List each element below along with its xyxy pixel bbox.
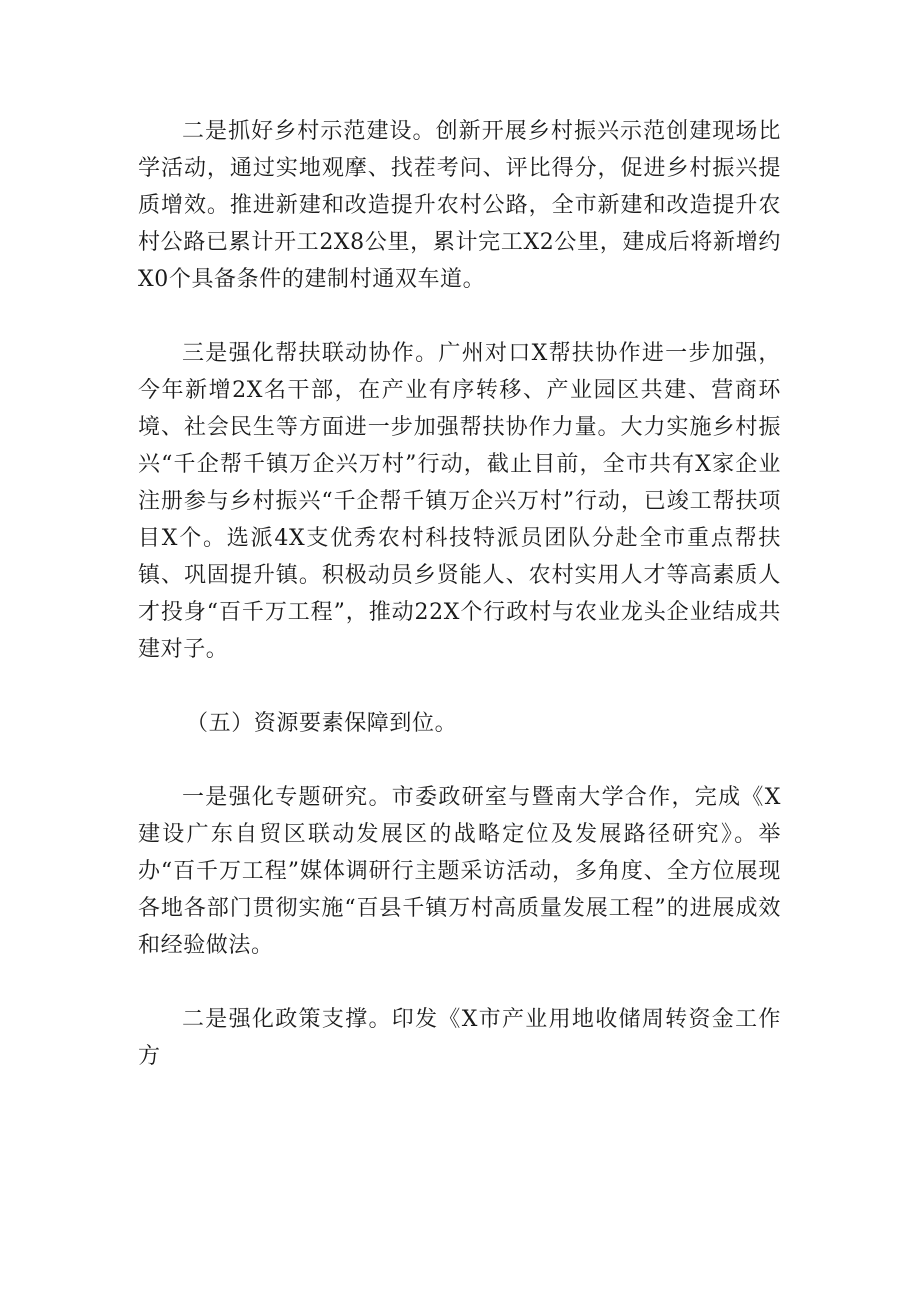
- paragraph-policy-support: 二是强化政策支撑。印发《X市产业用地收储周转资金工作方: [138, 1007, 781, 1069]
- document-body: [138, 113, 781, 1112]
- section-heading-text: （五）资源要素保障到位。: [186, 711, 458, 736]
- paragraph-assistance-cooperation: 三是强化帮扶联动协作。广州对口X帮扶协作进一步加强，今年新增2X名干部，在产业有序转移、产业园区共建、营商环境、社会民生等方面进一步加强帮扶协作力量。大力实施乡村振兴“千企帮千镇万企兴万村”行动，截止目前，全市共有X家企业注册参与乡村振兴“千企帮千镇万企兴万村”行动，已竣工帮扶项目X个。选派4X支优秀农村科技特派员团队分赴全市重点帮扶镇、巩固提升镇。积极动员乡贤能人、农村实用人才等高素质人才投身“百千万工程”，推动22X个行政村与农业龙头企业结成共建对子。: [138, 341, 781, 662]
- section-heading-resource-guarantee: [138, 705, 781, 742]
- paragraph-topic-research: 一是强化专题研究。市委政研室与暨南大学合作，完成《X建设广东自贸区联动发展区的战略定位及发展路径研究》。举办“百千万工程”媒体调研行主题采访活动，多角度、全方位展现各地各部门贯彻实施“百县千镇万村高质量发展工程”的进展成效和经验做法。: [138, 785, 781, 958]
- paragraph-rural-demonstration: 二是抓好乡村示范建设。创新开展乡村振兴示范创建现场比学活动，通过实地观摩、找茬考问、评比得分，促进乡村振兴提质增效。推进新建和改造提升农村公路，全市新建和改造提升农村公路已累计开工2X8公里，累计完工X2公里，建成后将新增约X0个具备条件的建制村通双车道。: [138, 119, 781, 292]
